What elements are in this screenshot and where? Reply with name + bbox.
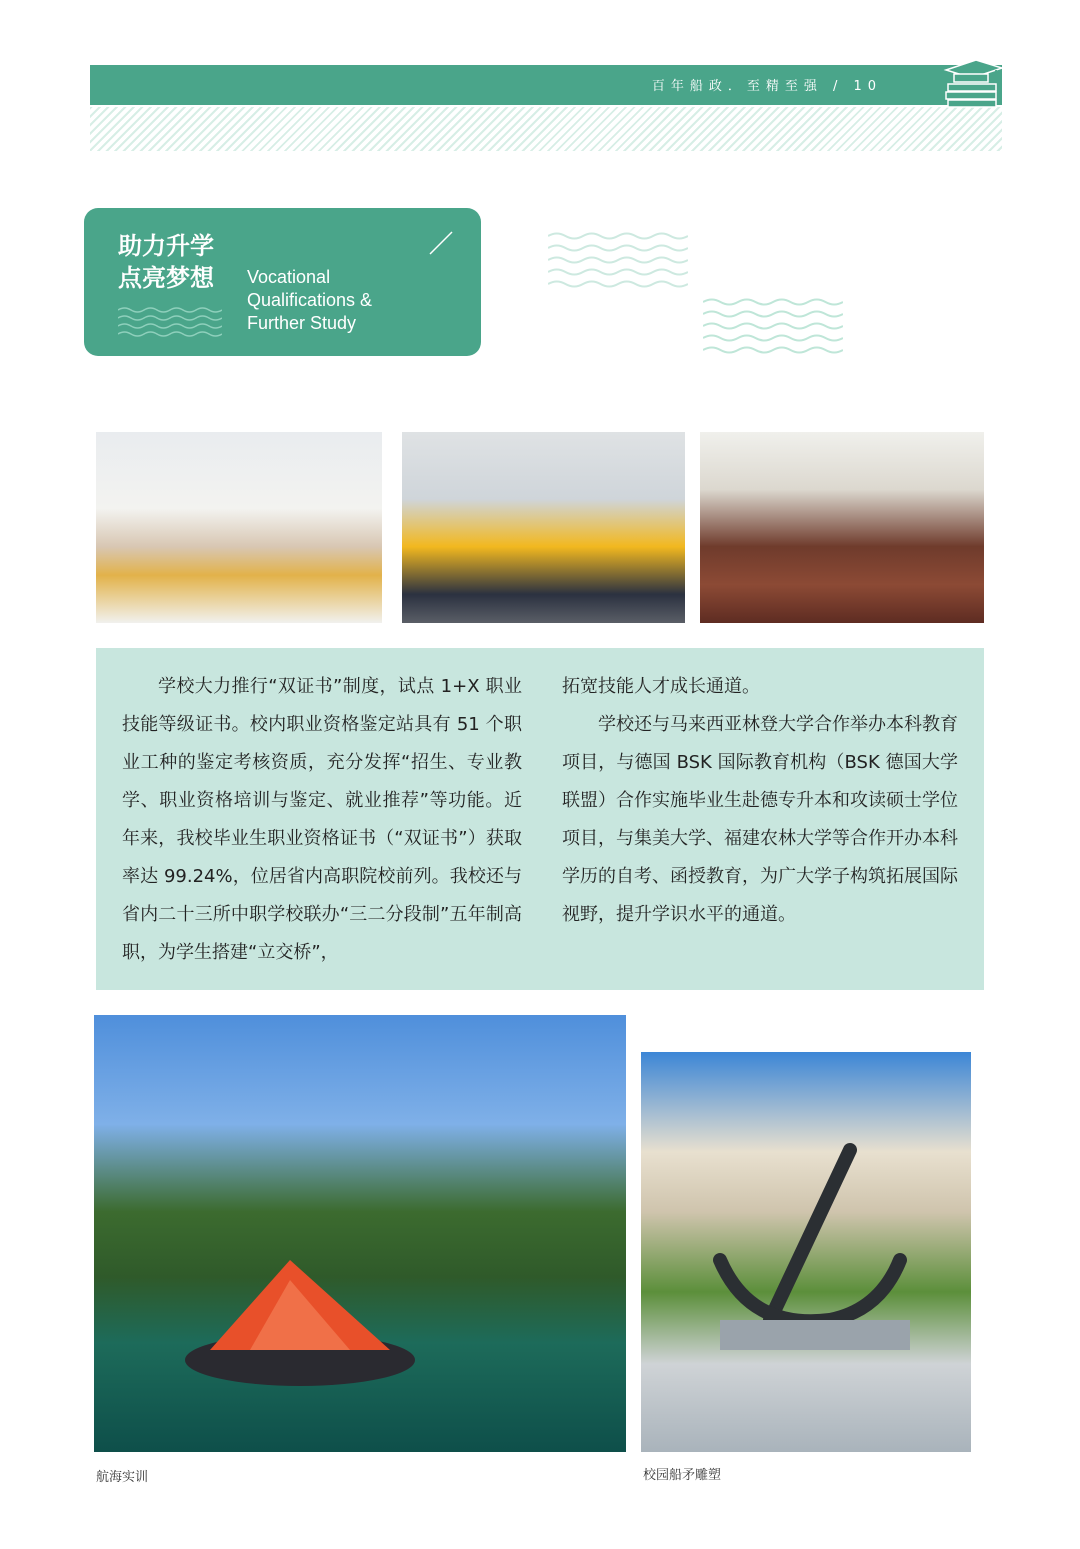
text-column-right (562, 668, 958, 934)
wave-decoration-icon (118, 306, 222, 338)
title-cn-line: 助力升学 (118, 232, 214, 260)
paragraph: 学校还与马来西亚林登大学合作举办本科教育项目，与德国 BSK 国际教育机构（BSK 德国大学联盟）合作实施毕业生赴德专升本和攻读硕士学位项目，与集美大学、福建农林大学等合作开办本科学历的自考、函授教育，为广大学子构筑拓展国际视野，提升学识水平的通道。 (562, 714, 958, 925)
header-stripes (90, 107, 1002, 151)
caption-anchor: 校园船矛雕塑 (643, 1468, 722, 1483)
header-bar (90, 65, 1002, 105)
caption-maritime: 航海实训 (96, 1470, 149, 1485)
anchor-sculpture-illustration (700, 1130, 910, 1350)
running-title: 百年船政．至精至强 / 10 (651, 79, 882, 94)
photo-workshop-training (402, 432, 685, 623)
paragraph: 学校大力推行“双证书”制度，试点 1+X 职业技能等级证书。校内职业资格鉴定站具有 51 个职业工种的鉴定考核资质，充分发挥“招生、专业教学、职业资格培训与鉴定、就业推荐”等功能。近年来，我校毕业生职业资格证书（“双证书”）获取率达 99.24%，位居省内高职院校前列。我校还与省内二十三所中职学校联办“三二分段制”五年制高职，为学生搭建“立交桥”， (122, 676, 522, 963)
section-title-cn (118, 230, 214, 294)
photo-study-hall (96, 432, 382, 623)
photo-library (700, 432, 984, 623)
section-title-card (84, 208, 481, 356)
text-column-left (122, 668, 522, 972)
wave-decoration-icon (548, 230, 688, 290)
title-en-line: Qualifications & (247, 290, 373, 310)
life-raft-illustration (180, 1250, 420, 1390)
title-cn-line: 点亮梦想 (118, 264, 214, 292)
title-en-line: Further Study (247, 313, 357, 333)
section-title-en (247, 266, 372, 335)
graduation-books-icon (940, 56, 1006, 110)
title-en-line: Vocational (247, 267, 331, 287)
slash-decoration-icon (428, 230, 454, 256)
paragraph: 拓宽技能人才成长通道。 (562, 676, 760, 697)
wave-decoration-icon (703, 296, 843, 356)
text-panel (96, 648, 984, 990)
